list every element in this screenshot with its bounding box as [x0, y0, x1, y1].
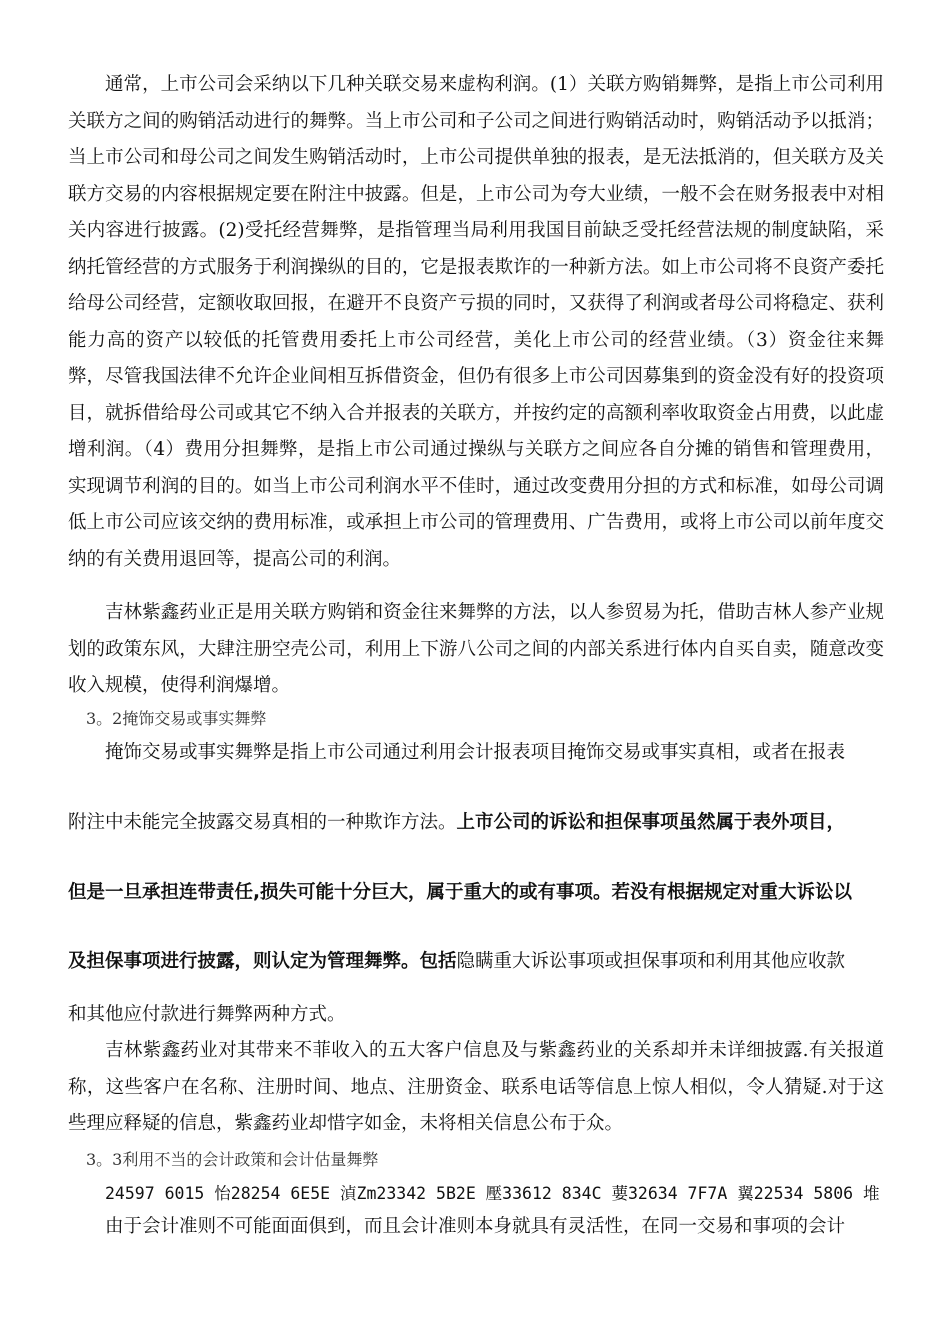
paragraph-related-party-fraud: 通常，上市公司会采纳以下几种关联交易来虚构利润。(1）关联方购销舞弊，是指上市公司利用关联方之间的购销活动进行的舞弊。当上市公司和子公司之间进行购销活动时，购销活动予以抵消；当上市公司和母公司之间发生购销活动时，上市公司提供单独的报表，是无法抵消的，但关联方及关联方交易的内容根据规定要在附注中披露。但是，上市公司为夸大业绩，一般不会在财务报表中对相关内容进行披露。(2)受托经营舞弊，是指管理当局利用我国目前缺乏受托经营法规的制度缺陷，采纳托管经营的方式服务于利润操纵的目的，它是报表欺诈的一种新方法。如上市公司将不良资产委托给母公司经营，定额收取回报，在避开不良资产亏损的同时，又获得了利润或者母公司将稳定、获利能力高的资产以较低的托管费用委托上市公司经营，美化上市公司的经营业绩。（3）资金往来舞弊，尽管我国法律不允许企业间相互拆借资金，但仍有很多上市公司因募集到的资金没有好的投资项目，就拆借给母公司或其它不纳入合并报表的关联方，并按约定的高额利率收取资金占用费，以此虚增利润。（4）费用分担舞弊，是指上市公司通过操纵与关联方之间应各自分摊的销售和管理费用，实现调节利润的目的。如当上市公司利润水平不佳时，通过改变费用分担的方式和标准，如母公司调低上市公司应该交纳的费用标准，或承担上市公司的管理费用、广告费用，或将上市公司以前年度交纳的有关费用退回等，提高公司的利润。 [68, 74, 884, 570]
section-3-2-line-5: 和其他应付款进行舞弊两种方式。 [68, 1004, 346, 1025]
section-3-2-text: 附注中未能完全披露交易真相的一种欺诈方法。 [68, 812, 457, 833]
section-heading-3-2: 3。2掩饰交易或事实舞弊 [86, 709, 267, 728]
paragraph-accounting-standards: 由于会计准则不可能面面俱到，而且会计准则本身就具有灵活性，在同一交易和事项的会计 [105, 1216, 846, 1237]
garbled-code-line: 24597 6015 怡28254 6E5E 湞Zm23342 5B2E 壓33612 834C 葽32634 7F7A 翼22534 5806 堆 [105, 1184, 880, 1203]
section-3-2-text: 掩饰交易或事实舞弊是指上市公司通过利用会计报表项目掩饰交易或事实真相，或者在报表 [105, 742, 846, 763]
section-3-2-bold-text: 及担保事项进行披露，则认定为管理舞弊。包括 [68, 951, 457, 972]
section-3-2-line-4 [68, 947, 884, 973]
section-3-2-line-3: 但是一旦承担连带责任,损失可能十分巨大，属于重大的或有事项。若没有根据规定对重大诉讼以 [68, 882, 853, 903]
paragraph-five-customers: 吉林紫鑫药业对其带来不菲收入的五大客户信息及与紫鑫药业的关系却并未详细披露.有关报道称，这些客户在名称、注册时间、地点、注册资金、联系电话等信息上惊人相似，令人猜疑.对于这些理应释疑的信息，紫鑫药业却惜字如金，未将相关信息公布于众。 [68, 1040, 884, 1134]
section-3-2-text: 隐瞒重大诉讼事项或担保事项和利用其他应收款 [456, 951, 846, 972]
section-3-2-line-1 [68, 738, 884, 764]
paragraph-jilin-zixin-case: 吉林紫鑫药业正是用关联方购销和资金往来舞弊的方法，以人参贸易为托，借助吉林人参产业规划的政策东风，大肆注册空壳公司，利用上下游八公司之间的内部关系进行体内自买自卖，随意改变收入规模，使得利润爆增。 [68, 602, 884, 696]
section-heading-3-3: 3。3利用不当的会计政策和会计估量舞弊 [86, 1150, 379, 1169]
section-3-2-line-2 [68, 808, 884, 834]
section-3-2-bold-text: 上市公司的诉讼和担保事项虽然属于表外项目， [456, 812, 846, 833]
